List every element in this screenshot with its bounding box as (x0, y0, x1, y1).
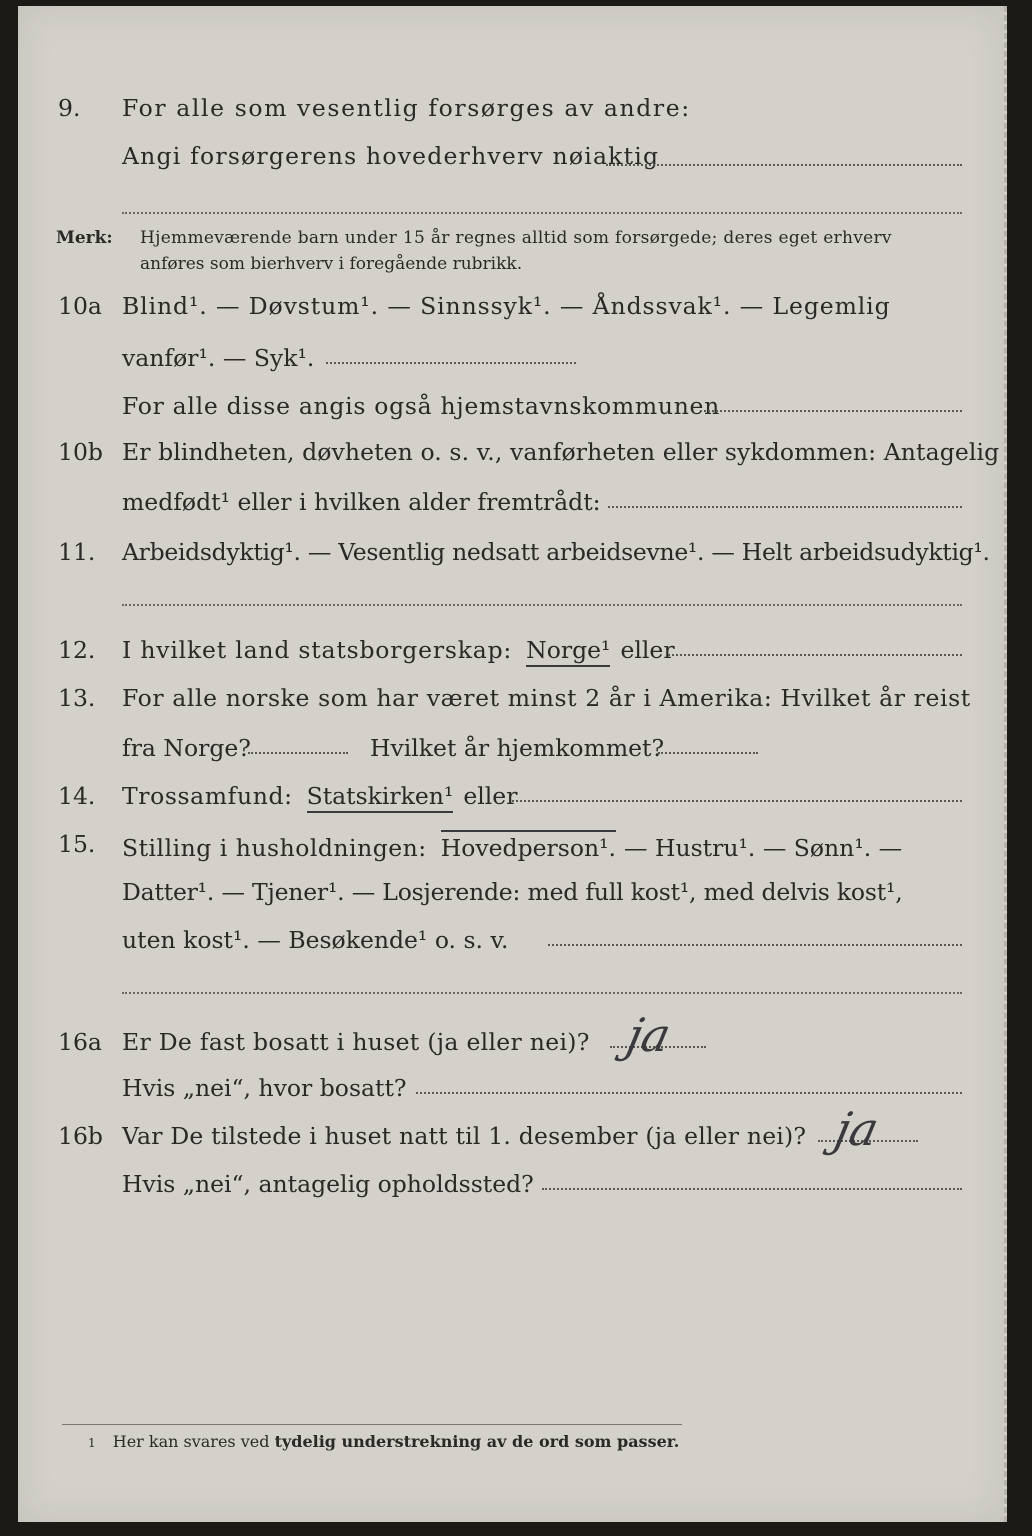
answer-line[interactable] (326, 362, 576, 364)
question-number: 12. (58, 636, 96, 664)
question-text: Hvis „nei“, hvor bosatt? (122, 1074, 407, 1102)
answer-line[interactable] (542, 1188, 962, 1190)
question-text: fra Norge? (122, 734, 251, 762)
underlined-answer: Statskirken¹ (307, 782, 454, 813)
footnote-emphasis: tydelig understrekning av de ord som passer. (274, 1432, 680, 1451)
note-text: Hjemmeværende barn under 15 år regnes alltid som forsørgede; deres eget erhverv (140, 228, 892, 248)
question-text: — Hustru¹. — Sønn¹. — (624, 834, 903, 862)
answer-line[interactable] (668, 654, 962, 656)
question-text: Arbeidsdyktig¹. — Vesentlig nedsatt arbeidsevne¹. — Helt arbeidsudyktig¹. (122, 538, 990, 566)
question-text: For alle norske som har været minst 2 år i Amerika: Hvilket år reist (122, 684, 971, 712)
question-text: Hvis „nei“, antagelig opholdssted? (122, 1170, 534, 1198)
question-text: I hvilket land statsborgerskap: (122, 636, 513, 664)
question-number: 13. (58, 684, 96, 712)
answer-line[interactable] (122, 604, 962, 606)
answer-line[interactable] (122, 992, 962, 994)
question-text: Hvilket år hjemkommet? (370, 734, 665, 762)
handwritten-answer[interactable]: ja (830, 1102, 884, 1156)
question-text: eller (463, 782, 518, 810)
question-text: uten kost¹. — Besøkende¹ o. s. v. (122, 926, 509, 954)
question-text: Angi forsørgerens hovederhverv nøiaktig (122, 142, 660, 170)
answer-line[interactable] (512, 800, 962, 802)
underlined-answer: Norge¹ (526, 636, 610, 667)
footnote-text: Her kan svares ved (112, 1432, 270, 1451)
handwritten-answer[interactable]: ja (622, 1008, 676, 1062)
question-number: 11. (58, 538, 96, 566)
question-text: vanfør¹. — Syk¹. (122, 344, 315, 372)
question-number: 16b (58, 1122, 103, 1150)
answer-line[interactable] (658, 752, 758, 754)
question-text: Var De tilstede i huset natt til 1. desember (ja eller nei)? (122, 1122, 807, 1150)
census-form-page (18, 6, 1007, 1522)
question-number: 10a (58, 292, 102, 320)
answer-line[interactable] (606, 164, 962, 166)
underlined-answer: Hovedperson¹. (441, 830, 616, 862)
question-text: For alle som vesentlig forsørges av andre: (122, 94, 691, 122)
question-text: Er De fast bosatt i huset (ja eller nei)? (122, 1028, 590, 1056)
answer-line[interactable] (704, 410, 962, 412)
question-text: eller (620, 636, 675, 664)
answer-line[interactable] (248, 752, 348, 754)
question-text: Blind¹. — Døvstum¹. — Sinnssyk¹. — Åndssvak¹. — Legemlig (122, 292, 891, 320)
question-text-group (122, 782, 517, 813)
note-text: anføres som bierhverv i foregående rubrikk. (140, 254, 523, 274)
footnote (88, 1432, 679, 1451)
answer-line[interactable] (548, 944, 962, 946)
answer-line[interactable] (416, 1092, 962, 1094)
question-number: 16a (58, 1028, 102, 1056)
question-text: Stilling i husholdningen: (122, 834, 427, 862)
question-number: 9. (58, 94, 81, 122)
footnote-marker: 1 (88, 1436, 96, 1450)
answer-line[interactable] (122, 212, 962, 214)
question-text: For alle disse angis også hjemstavnskommunen (122, 392, 720, 420)
question-text: medfødt¹ eller i hvilken alder fremtrådt: (122, 488, 601, 516)
note-label: Merk: (56, 228, 113, 248)
question-number: 10b (58, 438, 103, 466)
question-text: Datter¹. — Tjener¹. — Losjerende: med full kost¹, med delvis kost¹, (122, 878, 903, 906)
question-number: 15. (58, 830, 96, 858)
question-text-group (122, 636, 675, 667)
question-text: Trossamfund: (122, 782, 293, 810)
question-text: Er blindheten, døvheten o. s. v., vanførheten eller sykdommen: Antagelig (122, 438, 1000, 466)
question-text-group (122, 830, 902, 862)
footnote-divider (62, 1424, 682, 1425)
answer-line[interactable] (608, 506, 962, 508)
question-number: 14. (58, 782, 96, 810)
